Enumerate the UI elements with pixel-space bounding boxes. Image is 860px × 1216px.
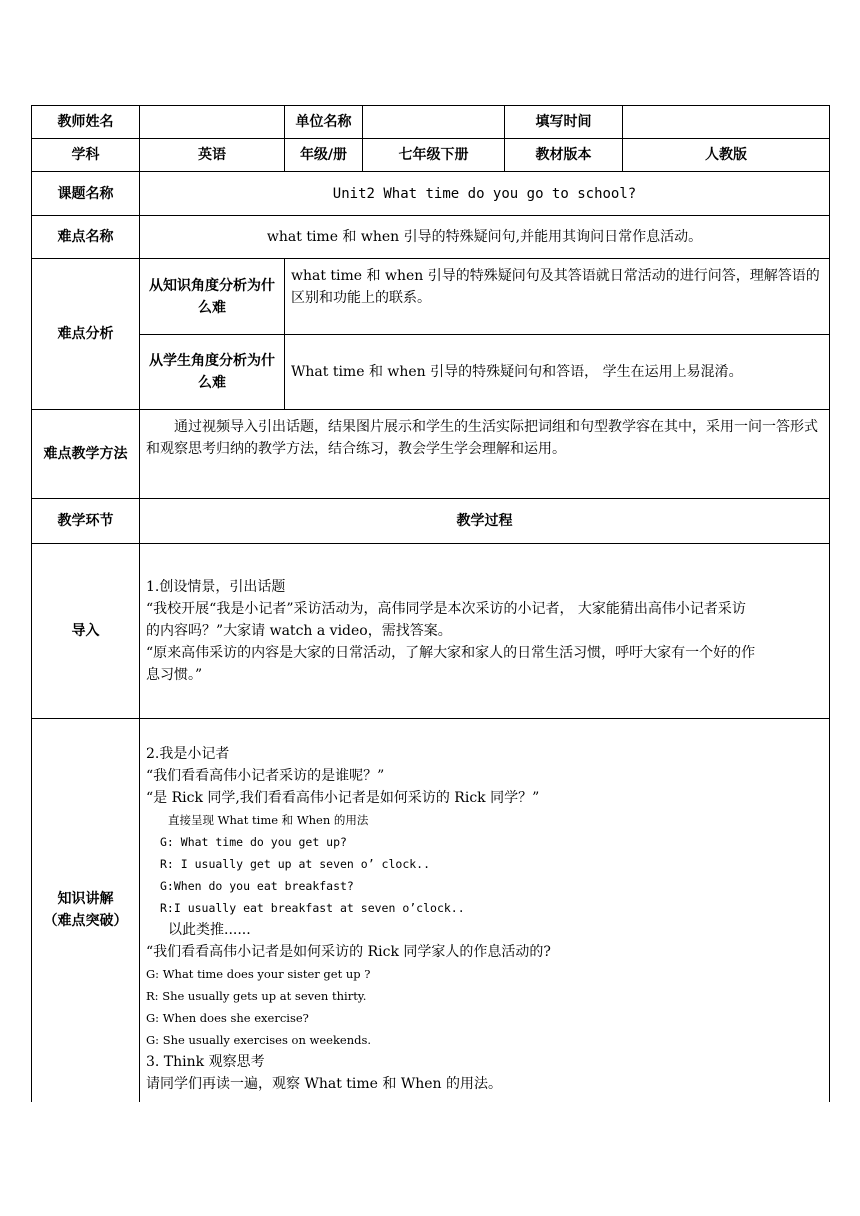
knowledge-line: 2.我是小记者 [146, 746, 230, 762]
dialog-line: G: She usually exercises on weekends. [146, 1033, 372, 1047]
process-label: 教学过程 [140, 499, 830, 544]
info-row-1 [32, 106, 830, 139]
teacher-label: 教师姓名 [32, 106, 140, 139]
stage-label: 教学环节 [32, 499, 140, 544]
knowledge-line: 请同学们再读一遍，观察 What time 和 When 的用法。 [146, 1076, 503, 1092]
dialog-line: R: She usually gets up at seven thirty. [146, 989, 367, 1003]
knowledge-label-line2: （难点突破） [43, 913, 128, 930]
subject-label: 学科 [32, 139, 140, 172]
intro-line: 1.创设情景，引出话题 [146, 579, 286, 595]
method-text: 通过视频导入引出话题，结果图片展示和学生的生活实际把词组和句型教学容在其中，采用一问一答形式和观察思考归纳的教学方法，结合练习，教会学生学会理解和运用。 [140, 410, 830, 499]
knowledge-angle-text: what time 和 when 引导的特殊疑问句及其答语就日常活动的进行问答，理解答语的区别和功能上的联系。 [285, 259, 830, 335]
date-label: 填写时间 [505, 106, 623, 139]
edition-label: 教材版本 [505, 139, 623, 172]
analysis-label: 难点分析 [32, 259, 140, 410]
knowledge-label-line1: 知识讲解 [57, 891, 114, 908]
difficulty-row [32, 216, 830, 259]
process-header-row [32, 499, 830, 544]
dialog-line: G:When do you eat breakfast? [160, 879, 354, 893]
unit-label: 单位名称 [285, 106, 363, 139]
student-angle-text: What time 和 when 引导的特殊疑问句和答语， 学生在运用上易混淆。 [285, 335, 830, 410]
subject-value: 英语 [140, 139, 285, 172]
knowledge-row [32, 719, 830, 1102]
dialog-line: G: What time do you get up? [160, 835, 347, 849]
analysis-student-row [32, 335, 830, 410]
edition-value: 人教版 [623, 139, 830, 172]
intro-content [140, 544, 830, 719]
unit-value [363, 106, 505, 139]
method-row [32, 410, 830, 499]
dialog-line: R: I usually get up at seven o’ clock.. [160, 857, 431, 871]
intro-line: 的内容吗？”大家请 watch a video，需找答案。 [146, 623, 452, 639]
date-value [623, 106, 830, 139]
intro-label: 导入 [32, 544, 140, 719]
intro-line: “我校开展“我是小记者”采访活动为，高伟同学是本次采访的小记者， 大家能猜出高伟小记者采访 [146, 601, 746, 617]
knowledge-line: “是 Rick 同学,我们看看高伟小记者是如何采访的 Rick 同学？” [146, 790, 540, 806]
knowledge-line: 3. Think 观察思考 [146, 1054, 265, 1070]
method-label: 难点教学方法 [32, 410, 140, 499]
difficulty-label: 难点名称 [32, 216, 140, 259]
knowledge-content [140, 719, 830, 1102]
difficulty-value: what time 和 when 引导的特殊疑问句,并能用其询问日常作息活动。 [140, 216, 830, 259]
knowledge-angle-label: 从知识角度分析为什么难 [140, 259, 285, 335]
analysis-knowledge-row [32, 259, 830, 335]
topic-value: Unit2 What time do you go to school? [140, 172, 830, 216]
knowledge-line: 直接呈现 What time 和 When 的用法 [168, 813, 369, 827]
knowledge-line: “我们看看高伟小记者采访的是谁呢？” [146, 768, 385, 784]
teacher-value [140, 106, 285, 139]
dialog-line: G: What time does your sister get up ? [146, 967, 371, 981]
dialog-line: G: When does she exercise? [146, 1011, 309, 1025]
grade-label: 年级/册 [285, 139, 363, 172]
student-angle-label: 从学生角度分析为什么难 [140, 335, 285, 410]
intro-line: “原来高伟采访的内容是大家的日常活动，了解大家和家人的日常生活习惯，呼吁大家有一个好的作 [146, 645, 756, 661]
intro-line: 息习惯。” [146, 667, 203, 683]
knowledge-line: “我们看看高伟小记者是如何采访的 Rick 同学家人的作息活动的? [146, 944, 551, 960]
dialog-line: R:I usually eat breakfast at seven o’clock.. [160, 901, 465, 915]
lesson-plan-table [31, 105, 830, 1102]
info-row-2 [32, 139, 830, 172]
knowledge-line: 以此类推...... [168, 922, 251, 938]
topic-label: 课题名称 [32, 172, 140, 216]
knowledge-label [32, 719, 140, 1102]
topic-row [32, 172, 830, 216]
grade-value: 七年级下册 [363, 139, 505, 172]
intro-row [32, 544, 830, 719]
